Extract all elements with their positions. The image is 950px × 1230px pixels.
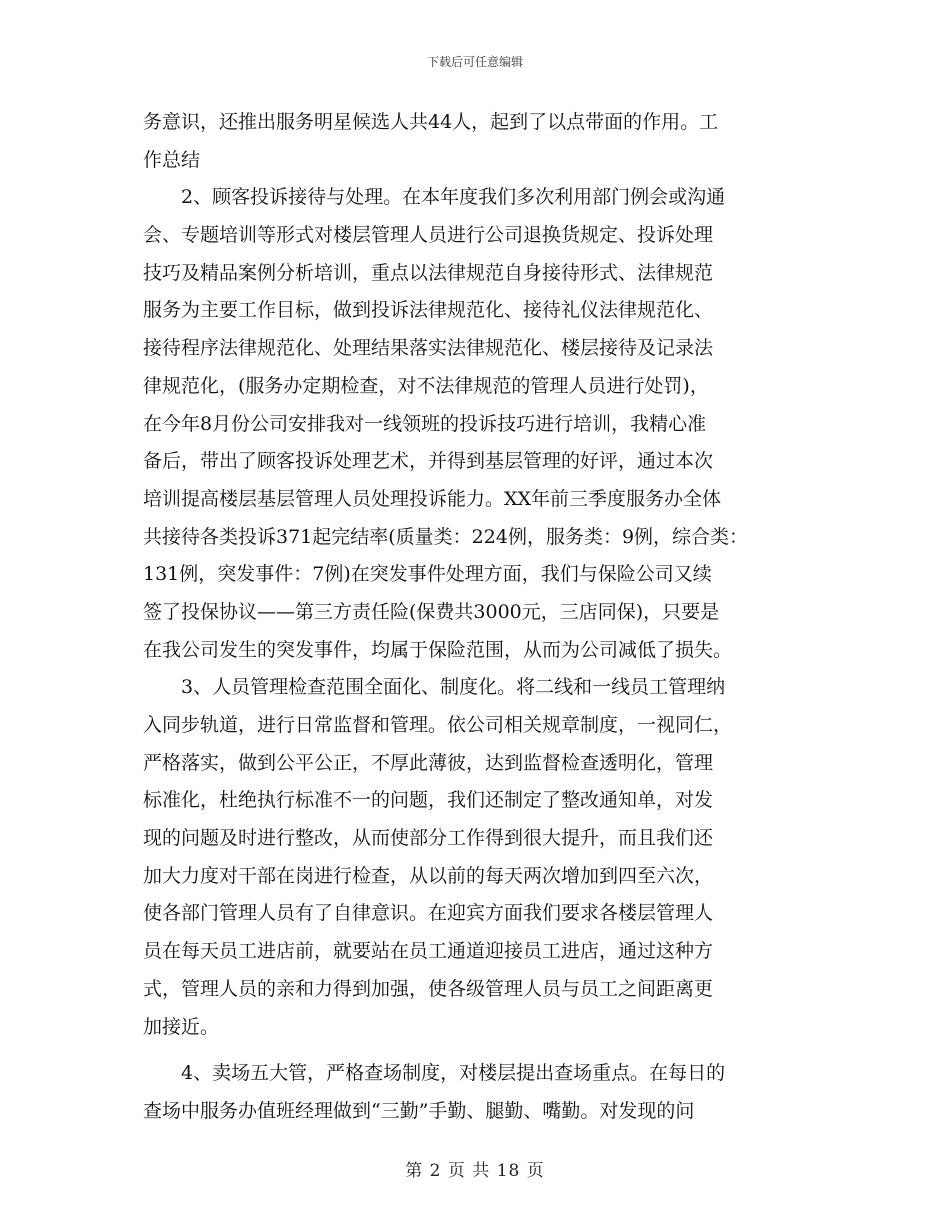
text-line: 接待程序法律规范化、处理结果落实法律规范化、楼层接待及记录法 xyxy=(143,337,714,360)
text-line: 入同步轨道，进行日常监督和管理。依公司相关规章制度，一视同仁， xyxy=(143,714,733,736)
text-line: 3、人员管理检查范围全面化、制度化。将二线和一线员工管理纳 xyxy=(181,676,726,699)
text-line: 在我公司发生的突发事件，均属于保险范围，从而为公司减低了损失。 xyxy=(143,638,733,661)
text-line: 使各部门管理人员有了自律意识。在迎宾方面我们要求各楼层管理人 xyxy=(143,902,714,925)
text-line: 培训提高楼层基层管理人员处理投诉能力。XX年前三季度服务办全体 xyxy=(143,487,722,510)
text-line: 务意识，还推出服务明星候选人共44人，起到了以点带面的作用。工 xyxy=(143,111,719,133)
text-line: 会、专题培训等形式对楼层管理人员进行公司退换货规定、投诉处理 xyxy=(143,224,714,247)
text-line: 加大力度对干部在岗进行检查，从以前的每天两次增加到四至六次， xyxy=(143,864,714,887)
text-line: 备后，带出了顾客投诉处理艺术，并得到基层管理的好评，通过本次 xyxy=(143,450,714,473)
text-line: 服务为主要工作目标，做到投诉法律规范化、接待礼仪法律规范化、 xyxy=(143,299,714,322)
text-line: 签了投保协议——第三方责任险(保费共3000元，三店同保)，只要是 xyxy=(143,600,720,623)
text-line: 2、顾客投诉接待与处理。在本年度我们多次利用部门例会或沟通 xyxy=(181,186,726,209)
text-line: 技巧及精品案例分析培训，重点以法律规范自身接待形式、法律规范 xyxy=(143,261,714,284)
text-line: 员在每天员工进店前，就要站在员工通道迎接员工进店，通过这种方 xyxy=(143,940,714,963)
text-line: 查场中服务办值班经理做到“三勤”手勤、腿勤、嘴勤。对发现的问 xyxy=(143,1099,695,1122)
text-line: 律规范化，(服务办定期检查，对不法律规范的管理人员进行处罚)， xyxy=(143,374,709,397)
text-line: 标准化，杜绝执行标准不一的问题，我们还制定了整改通知单，对发 xyxy=(143,789,714,812)
text-line: 式，管理人员的亲和力得到加强，使各级管理人员与员工之间距离更 xyxy=(143,977,714,1000)
page-header: 下载后可任意编辑 xyxy=(426,55,523,69)
text-line: 在今年8月份公司安排我对一线领班的投诉技巧进行培训，我精心准 xyxy=(143,412,707,435)
text-line: 4、卖场五大管，严格查场制度，对楼层提出查场重点。在每日的 xyxy=(181,1062,726,1085)
text-line: 严格落实，做到公平公正，不厚此薄彼，达到监督检查透明化，管理 xyxy=(143,751,714,774)
page-footer: 第 2 页 共 18 页 xyxy=(405,1161,545,1181)
text-line: 共接待各类投诉371起完结率(质量类：224例，服务类：9例，综合类： xyxy=(143,525,749,548)
text-line: 加接近。 xyxy=(143,1015,220,1038)
document-body xyxy=(143,104,810,1131)
text-line: 作总结 xyxy=(143,148,201,171)
text-line: 现的问题及时进行整改，从而使部分工作得到很大提升，而且我们还 xyxy=(143,827,714,850)
text-line: 131例，突发事件：7例)在突发事件处理方面，我们与保险公司又续 xyxy=(143,563,712,586)
